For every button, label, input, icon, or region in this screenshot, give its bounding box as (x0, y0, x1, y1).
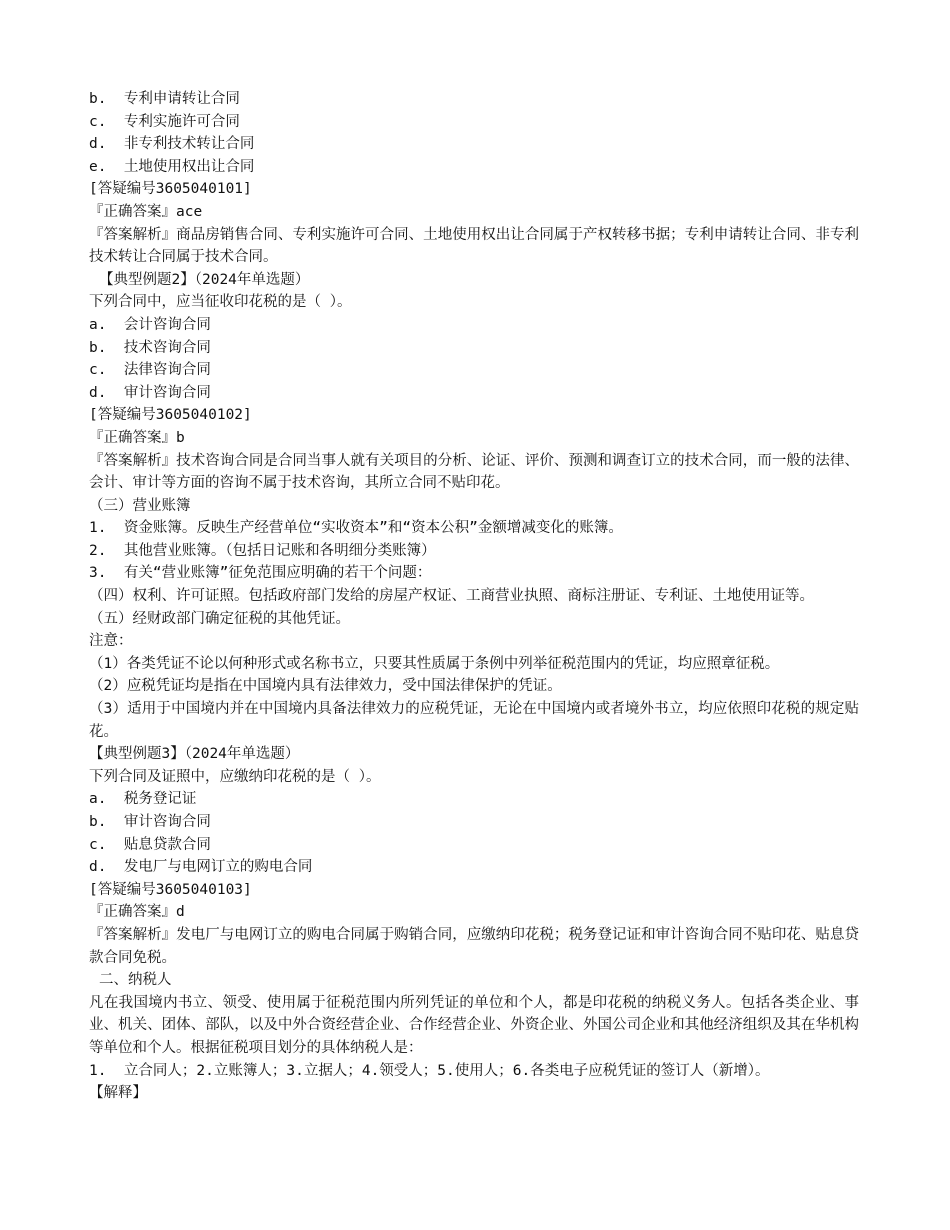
list-item: 1. 立合同人；2.立账簿人；3.立据人；4.领受人；5.使用人；6.各类电子应税凭证的签订人（新增）。 (89, 1062, 770, 1079)
list-item: 1. 资金账簿。反映生产经营单位“实收资本”和“资本公积”金额增减变化的账簿。 (89, 520, 623, 537)
section-heading: 二、纳税人 (99, 972, 172, 989)
answer-explanation: 『答案解析』技术咨询合同是合同当事人就有关项目的分析、论证、评价、预测和调查订立的技术合同，而一般的法律、会计、审计等方面的咨询不属于技术咨询，其所立合同不贴印花。 (89, 452, 859, 492)
option-c: c. 法律咨询合同 (89, 362, 211, 379)
option-a: a. 税务登记证 (89, 791, 197, 808)
section-paragraph: （四）权利、许可证照。包括政府部门发给的房屋产权证、工商营业执照、商标注册证、专利证、土地使用证等。 (89, 588, 814, 605)
example-heading: 【典型例题2】（2024年单选题） (99, 271, 310, 288)
section-paragraph: 凡在我国境内书立、领受、使用属于征税范围内所列凭证的单位和个人，都是印花税的纳税义务人。包括各类企业、事业、机关、团体、部队，以及中外合资经营企业、合作经营企业、外资企业、外国公司企业和其他经济组织及其在华机构等单位和个人。根据征税项目划分的具体纳税人是： (89, 994, 859, 1056)
section-heading: （五）经财政部门确定征税的其他凭证。 (89, 610, 350, 627)
option-b: b. 审计咨询合同 (89, 814, 211, 830)
option-b-patent-application: b. 专利申请转让合同 (89, 91, 240, 107)
question-id: [答疑编号3605040102] (89, 407, 252, 424)
option-b: b. 技术咨询合同 (89, 339, 211, 356)
section-heading: （三）营业账簿 (89, 497, 191, 514)
question-text: 下列合同中，应当征收印花税的是（ ）。 (89, 294, 352, 311)
option-c-patent-license: c. 专利实施许可合同 (89, 113, 240, 130)
note-label: 注意： (89, 633, 133, 650)
correct-answer: 『正确答案』d (89, 904, 185, 921)
option-c: c. 贴息贷款合同 (89, 836, 211, 853)
option-e-land-use-right: e. 土地使用权出让合同 (89, 158, 255, 175)
note-item: （3）适用于中国境内并在中国境内具备法律效力的应税凭证，无论在中国境内或者境外书立，均应依照印花税的规定贴花。 (89, 701, 859, 740)
example-heading: 【典型例题3】（2024年单选题） (89, 746, 300, 763)
option-d-non-patent-tech: d. 非专利技术转让合同 (89, 136, 255, 153)
list-item: 3. 有关“营业账簿”征免范围应明确的若干个问题： (89, 565, 432, 582)
correct-answer: 『正确答案』b (89, 429, 185, 446)
note-item: （1）各类凭证不论以何种形式或名称书立，只要其性质属于条例中列举征税范围内的凭证，均应照章征税。 (89, 655, 780, 672)
answer-explanation: 『答案解析』商品房销售合同、专利实施许可合同、土地使用权出让合同属于产权转移书据；专利申请转让合同、非专利技术转让合同属于技术合同。 (89, 226, 859, 266)
correct-answer: 『正确答案』ace (89, 203, 203, 220)
explanation-label: 【解释】 (89, 1085, 147, 1102)
option-d: d. 发电厂与电网订立的购电合同 (89, 859, 313, 876)
option-a: a. 会计咨询合同 (89, 316, 211, 333)
note-item: （2）应税凭证均是指在中国境内具有法律效力，受中国法律保护的凭证。 (89, 678, 562, 695)
question-id: [答疑编号3605040103] (89, 881, 252, 898)
answer-explanation: 『答案解析』发电厂与电网订立的购电合同属于购销合同，应缴纳印花税；税务登记证和审计咨询合同不贴印花、贴息贷款合同免税。 (89, 926, 859, 966)
option-d: d. 审计咨询合同 (89, 384, 211, 401)
question-id: [答疑编号3605040101] (89, 181, 252, 198)
list-item: 2. 其他营业账簿。（包括日记账和各明细分类账簿） (89, 542, 436, 559)
question-text: 下列合同及证照中，应缴纳印花税的是（ ）。 (89, 768, 381, 785)
document-page (89, 88, 859, 1105)
